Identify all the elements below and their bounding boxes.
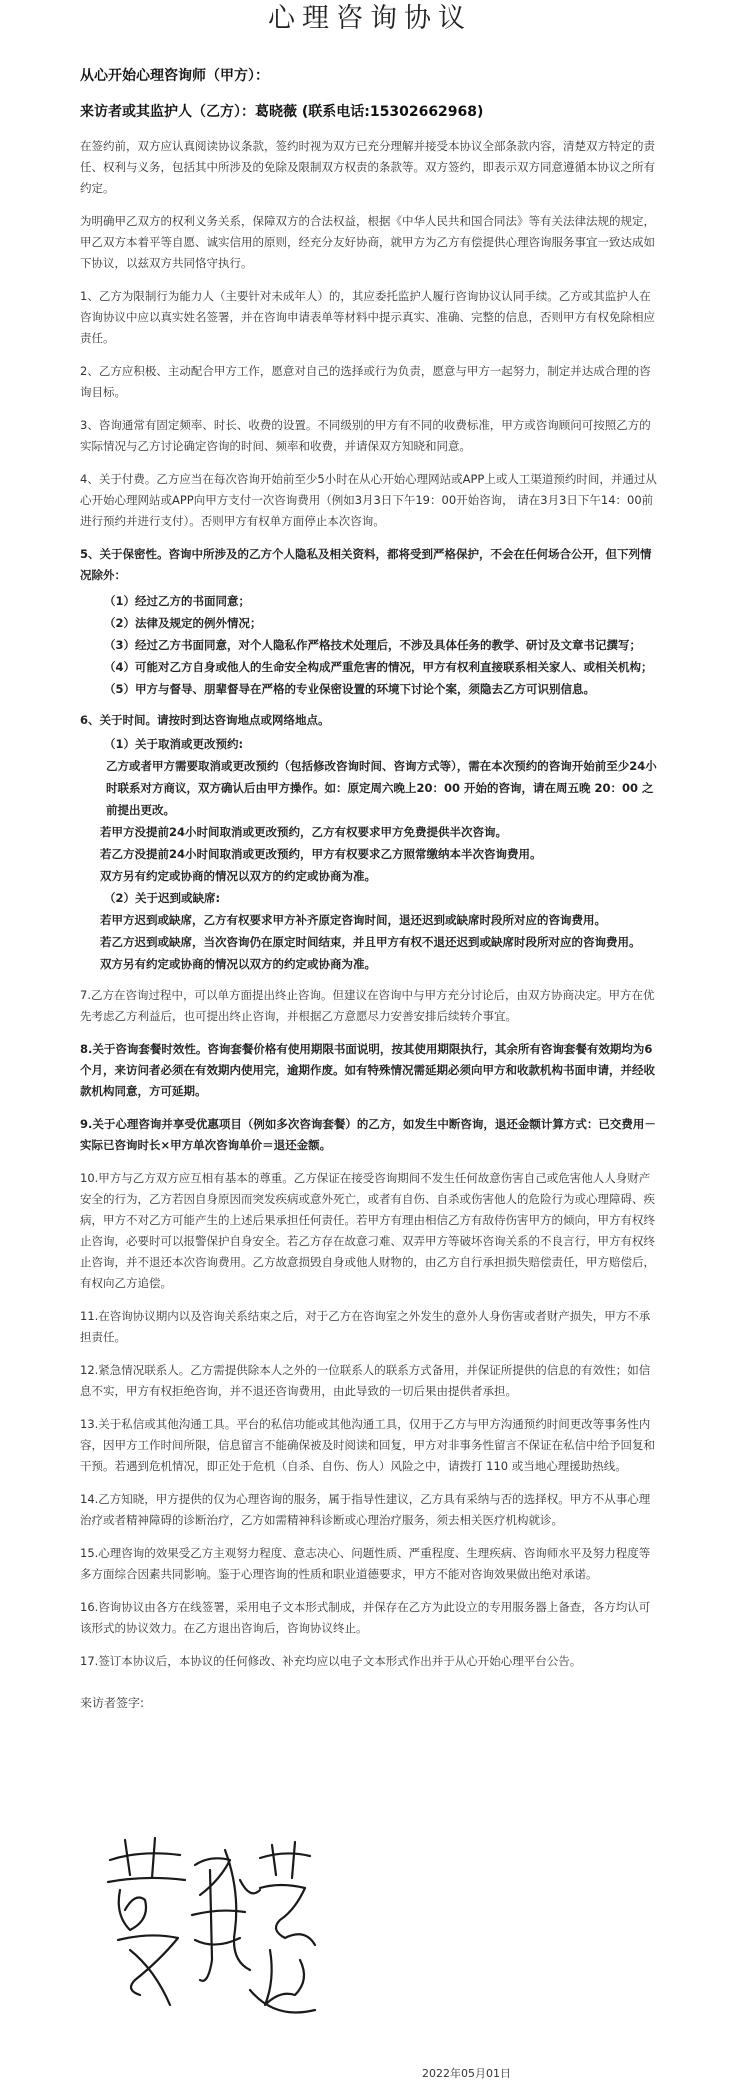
clause-11: 11.在咨询协议期内以及咨询关系结束之后，对于乙方在咨询室之外发生的意外人身伤害或者财产损失，甲方不承担责任。	[80, 1309, 651, 1344]
clause-6-1-title: （1）关于取消或更改预约:	[104, 737, 244, 751]
clause-13: 13.关于私信或其他沟通工具。平台的私信功能或其他沟通工具，仅用于乙方与甲方沟通预约时间更改等事务性内容，因甲方工作时间所限，信息留言不能确保被及时阅读和回复，甲方对非事务性留言不保证在私信中给予回复和干预。若遇到危机情况，即正处于危机（自杀、自伤、伤人）风险之中，请拨打 110 或当地心理援助热线。	[80, 1417, 655, 1473]
clause-16: 16.咨询协议由各方在线签署，采用电子文本形式制成，并保存在乙方为此设立的专用服务器上备查，各方均认可该形式的协议效力。在乙方退出咨询后，咨询协议终止。	[80, 1600, 651, 1635]
clause-4: 4、关于付费。乙方应当在每次咨询开始前至少5小时在从心开始心理网站或APP上或人工渠道预约时间，并通过从心开始心理网站或APP向甲方支付一次咨询费用（例如3月3日下午19：00开始咨询， 请在3月3日下午14：00前进行预约并进行支付）。否则甲方有权单方面停止本次咨询。	[80, 472, 657, 528]
clause-6-1-line: 若乙方没提前24小时间取消或更改预约，甲方有权要求乙方照常缴纳本半次咨询费用。	[100, 847, 542, 861]
clause-5-block	[80, 544, 660, 700]
clause-5-item: （5）甲方与督导、朋辈督导在严格的专业保密设置的环境下讨论个案，须隐去乙方可识别信息。	[104, 682, 595, 696]
clause-14: 14.乙方知晓，甲方提供的仅为心理咨询的服务，属于指导性建议，乙方具有采纳与否的选择权。甲方不从事心理治疗或者精神障碍的诊断治疗，乙方如需精神科诊断或心理治疗服务，须去相关医疗机构就诊。	[80, 1492, 651, 1527]
intro-paragraph-1: 在签约前，双方应认真阅读协议条款，签约时视为双方已充分理解并接受本协议全部条款内容，清楚双方特定的责任、权利与义务，包括其中所涉及的免除及限制双方权责的条款等。双方签约，即表示双方同意遵循本协议之所有约定。	[80, 139, 655, 195]
clause-2: 2、乙方应积极、主动配合甲方工作，愿意对自己的选择或行为负责，愿意与甲方一起努力，制定并达成合理的咨询目标。	[80, 364, 651, 399]
clause-5-item: （2）法律及规定的例外情况；	[104, 616, 262, 630]
clause-5-item: （3）经过乙方书面同意，对个人隐私作严格技术处理后，不涉及具体任务的教学、研讨及文章书记撰写；	[104, 638, 641, 652]
party-a-line: 从心开始心理咨询师（甲方）：	[80, 68, 269, 84]
clause-15: 15.心理咨询的效果受乙方主观努力程度、意志决心、问题性质、严重程度、生理疾病、咨询师水平及努力程度等多方面综合因素共同影响。鉴于心理咨询的性质和职业道德要求，甲方不能对咨询效果做出绝对承诺。	[80, 1546, 651, 1581]
clause-6-block	[80, 710, 660, 975]
clause-3: 3、咨询通常有固定频率、时长、收费的设置。不同级别的甲方有不同的收费标准，甲方或咨询顾问可按照乙方的实际情况与乙方讨论确定咨询的时间、频率和收费，并请保双方知晓和同意。	[80, 418, 651, 453]
signature-label: 来访者签字:	[80, 1696, 145, 1710]
clause-6-2-title: （2）关于迟到或缺席:	[104, 891, 221, 905]
agreement-body	[0, 40, 740, 1711]
page-title: 心理咨询协议	[268, 3, 472, 34]
clause-6: 6、关于时间。请按时到达咨询地点或网络地点。	[80, 713, 330, 727]
clause-10: 10.甲方与乙方双方应互相有基本的尊重。乙方保证在接受咨询期间不发生任何故意伤害自己或危害他人人身财产安全的行为，乙方若因自身原因而突发疾病或意外死亡，或者有自伤、自杀或伤害他人的危险行为或心理障碍、疾病，甲方不对乙方可能产生的上述后果承担任何责任。若甲方有理由相信乙方有敌侍伤害甲方的倾向，甲方有权终止咨询，必要时可以报警保护自身安全。若乙方存在故意刁难、双弄甲方等破坏咨询关系的不良言行，甲方有权终止咨询，并不退还本次咨询费用。乙方故意损毁自身或他人财物的，由乙方自行承担损失赔偿责任，甲方赔偿后，有权向乙方追偿。	[80, 1171, 655, 1290]
intro-paragraph-2: 为明确甲乙双方的权利义务关系，保障双方的合法权益，根据《中华人民共和国合同法》等有关法律法规的规定，甲乙双方本着平等自愿、诚实信用的原则，经充分友好协商，就甲方为乙方有偿提供心理咨询服务事宜一致达成如下协议，以兹双方共同恪守执行。	[80, 214, 655, 270]
clause-6-2-line: 双方另有约定或协商的情况以双方的约定或协商为准。	[100, 957, 376, 971]
clause-5-item: （1）经过乙方的书面同意；	[104, 594, 251, 608]
clause-6-1-body: 乙方或者甲方需要取消或更改预约（包括修改咨询时间、咨询方式等），需在本次预约的咨询开始前至少24小时联系对方商议，双方确认后由甲方操作。如：原定周六晚上20：00 开始的咨询，请在周五晚 20：00 之前提出更改。	[106, 759, 657, 817]
clause-17: 17.签订本协议后，本协议的任何修改、补充均应以电子文本形式作出并于从心开始心理平台公告。	[80, 1654, 582, 1668]
clause-12: 12.紧急情况联系人。乙方需提供除本人之外的一位联系人的联系方式备用，并保证所提供的信息的有效性；如信息不实，甲方有权拒绝咨询，并不退还咨询费用，由此导致的一切后果由提供者承担。	[80, 1363, 651, 1398]
clause-5-item: （4）可能对乙方自身或他人的生命安全构成严重危害的情况，甲方有权利直接联系相关家人、或相关机构；	[104, 660, 653, 674]
clause-1: 1、乙方为限制行为能力人（主要针对未成年人）的，其应委托监护人履行咨询协议认同手续。乙方或其监护人在咨询协议中应以真实姓名签署，并在咨询申请表单等材料中提示真实、准确、完整的信息，否则甲方有权免除相应责任。	[80, 289, 655, 345]
clause-6-2-line: 若甲方迟到或缺席，乙方有权要求甲方补齐原定咨询时间，退还迟到或缺席时段所对应的咨询费用。	[100, 913, 606, 927]
clause-6-2-line: 若乙方迟到或缺席，当次咨询仍在原定时间结束，并且甲方有权不退还迟到或缺席时段所对应的咨询费用。	[100, 935, 641, 949]
clause-8: 8.关于咨询套餐时效性。咨询套餐价格有使用期限书面说明，按其使用期限执行，其余所有咨询套餐有效期均为6个月，来访问者必须在有效期内使用完，逾期作废。如有特殊情况需延期必须向甲方和收款机构书面申请，并经收款机构同意，方可延期。	[80, 1042, 655, 1098]
signature-date: 2022年05月01日	[422, 2067, 511, 2080]
clause-6-1-line: 双方另有约定或协商的情况以双方的约定或协商为准。	[100, 869, 376, 883]
clause-9: 9.关于心理咨询并享受优惠项目（例如多次咨询套餐）的乙方，如发生中断咨询，退还金额计算方式：已交费用－实际已咨询时长×甲方单次咨询单价＝退还金额。	[80, 1117, 656, 1152]
clause-6-1-line: 若甲方没提前24小时间取消或更改预约，乙方有权要求甲方免费提供半次咨询。	[100, 825, 507, 839]
party-b-line: 来访者或其监护人（乙方）：葛晓薇 (联系电话:15302662968)	[80, 104, 484, 120]
clause-7: 7.乙方在咨询过程中，可以单方面提出终止咨询。但建议在咨询中与甲方充分讨论后，由双方协商决定。甲方在优先考虑乙方利益后，也可提出终止咨询，并根据乙方意愿尽力安善安排后续转介事宜。	[80, 988, 655, 1023]
handwritten-signature	[100, 1820, 330, 2030]
clause-5: 5、关于保密性。咨询中所涉及的乙方个人隐私及相关资料，都将受到严格保护，不会在任何场合公开，但下列情况除外：	[80, 547, 652, 582]
